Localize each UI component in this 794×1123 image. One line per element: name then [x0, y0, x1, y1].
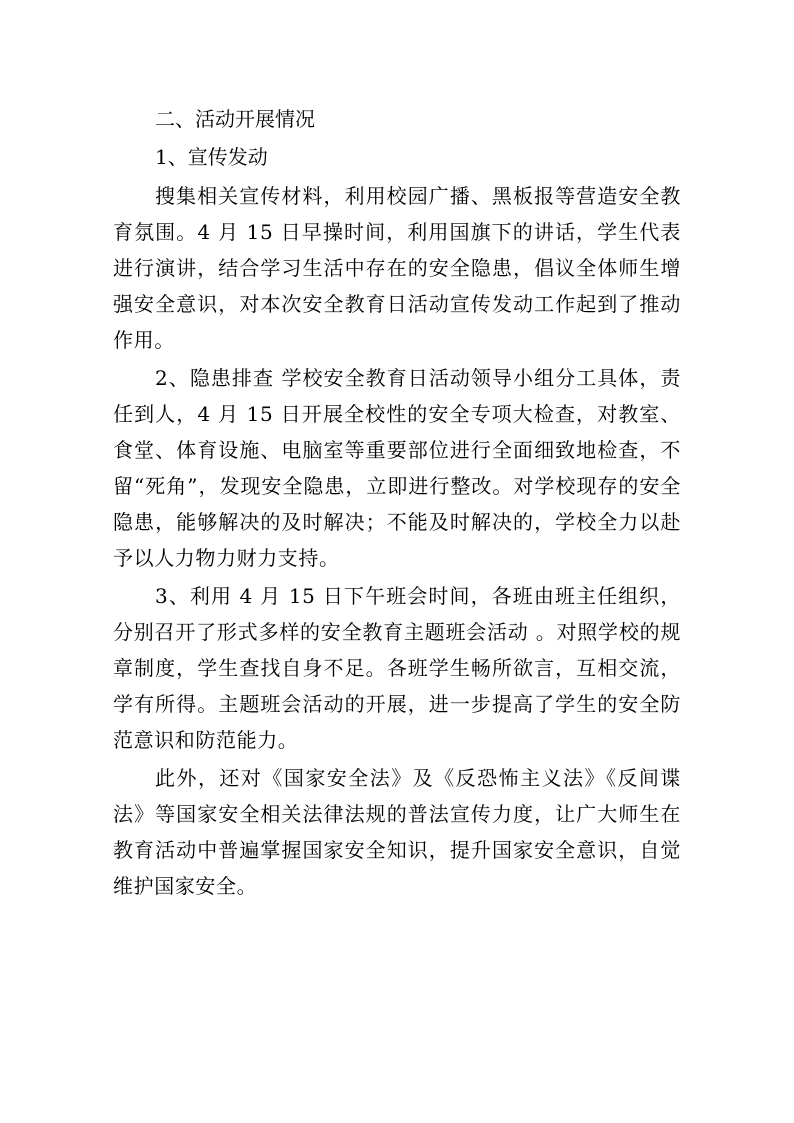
section-heading: 二、活动开展情况	[155, 107, 315, 131]
paragraph-publicity: 搜集相关宣传材料，利用校园广播、黑板报等营造安全教育氛围。4 月 15 日早操时间，利用国旗下的讲话，学生代表进行演讲，结合学习生活中存在的安全隐患，倡议全体师生增强安全意识，对本次安全教育日活动宣传发动工作起到了推动作用。	[113, 184, 681, 352]
paragraph-hazard-inspection: 2、隐患排查 学校安全教育日活动领导小组分工具体，责任到人，4 月 15 日开展全校性的安全专项大检查，对教室、食堂、体育设施、电脑室等重要部位进行全面细致地检查，不留“死角”，发现安全隐患，立即进行整改。对学校现存的安全隐患，能够解决的及时解决；不能及时解决的，学校全力以赴予以人力物力财力支持。	[113, 366, 681, 570]
paragraph-class-meeting: 3、利用 4 月 15 日下午班会时间，各班由班主任组织，分别召开了形式多样的安全教育主题班会活动 。对照学校的规章制度，学生查找自身不足。各班学生畅所欲言，互相交流，学有所得。主题班会活动的开展，进一步提高了学生的安全防范意识和防范能力。	[113, 584, 681, 752]
document-body	[113, 100, 681, 904]
paragraph-national-security: 此外，还对《国家安全法》及《反恐怖主义法》《反间谍法》等国家安全相关法律法规的普法宣传力度，让广大师生在教育活动中普遍掌握国家安全知识，提升国家安全意识，自觉维护国家安全。	[113, 766, 681, 898]
subsection-heading: 1、宣传发动	[155, 145, 268, 169]
